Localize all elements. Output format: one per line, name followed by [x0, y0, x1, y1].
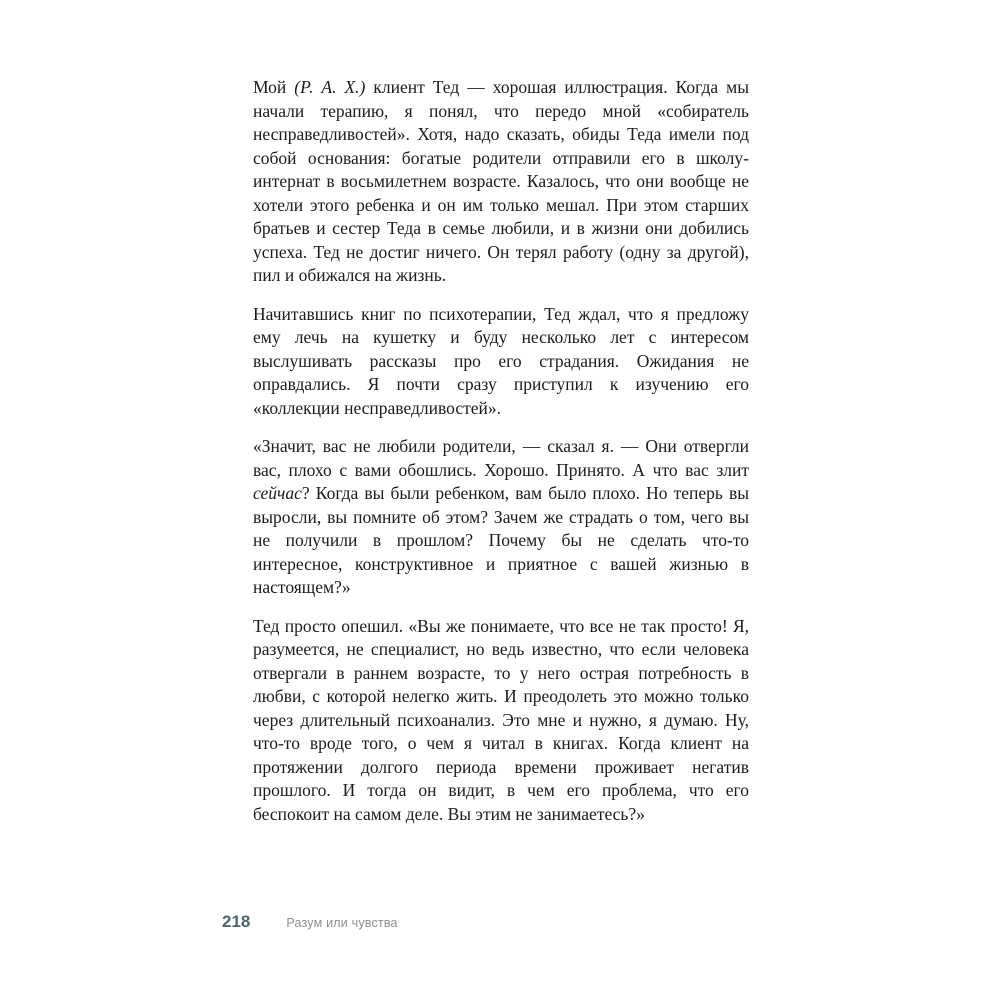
text-run: Тед просто опешил. «Вы же понимаете, что все не так просто! Я, разумеется, не специалист, но ведь известно, что если человека отвергали в раннем возрасте, то у него острая потребность в любви, с которой нелегко жить. И преодолеть это можно только через длительный психоанализ. Это мне и нужно, я думаю. Ну, что-то вроде того, о чем я читал в книгах. Когда клиент на протяжении долгого периода времени проживает негатив прошлого. И тогда он видит, в чем его проблема, что его беспокоит на самом деле. Вы этим не занимаетесь?»	[253, 615, 749, 824]
paragraph	[253, 76, 749, 288]
italic-text-run: сейчас	[253, 483, 302, 503]
text-run: «Значит, вас не любили родители, — сказал я. — Они отвергли вас, плохо с вами обошлись. Хорошо. Принято. А что вас злит	[253, 436, 749, 480]
running-title: Разум или чувства	[286, 916, 398, 930]
paragraph	[253, 435, 749, 600]
text-run: Начитавшись книг по психотерапии, Тед ждал, что я предложу ему лечь на кушетку и буду несколько лет с интересом выслушивать рассказы про его страдания. Ожидания не оправдались. Я почти сразу приступил к изучению его «коллекции несправедливостей».	[253, 303, 749, 418]
text-run: Мой	[253, 77, 295, 97]
page-footer	[222, 912, 398, 932]
paragraph	[253, 303, 749, 421]
paragraph	[253, 615, 749, 827]
body-text	[253, 76, 749, 841]
page-number: 218	[222, 912, 251, 931]
text-run: клиент Тед — хорошая иллюстрация. Когда мы начали терапию, я понял, что передо мной «собиратель несправедливостей». Хотя, надо сказать, обиды Теда имели под собой основания: богатые родители отправили его в школу-интернат в восьмилетнем возрасте. Казалось, что они вообще не хотели этого ребенка и он им только мешал. При этом старших братьев и сестер Теда в семье любили, и в жизни они добились успеха. Тед не достиг ничего. Он терял работу (одну за другой), пил и обижался на жизнь.	[253, 77, 749, 285]
text-run: ? Когда вы были ребенком, вам было плохо. Но теперь вы выросли, вы помните об этом? Зачем же страдать о том, чего вы не получили в прошлом? Почему бы не сделать что-то интересное, конструктивное и приятное с вашей жизнью в настоящем?»	[253, 483, 749, 597]
italic-text-run: (Р. А. Х.)	[294, 77, 366, 97]
